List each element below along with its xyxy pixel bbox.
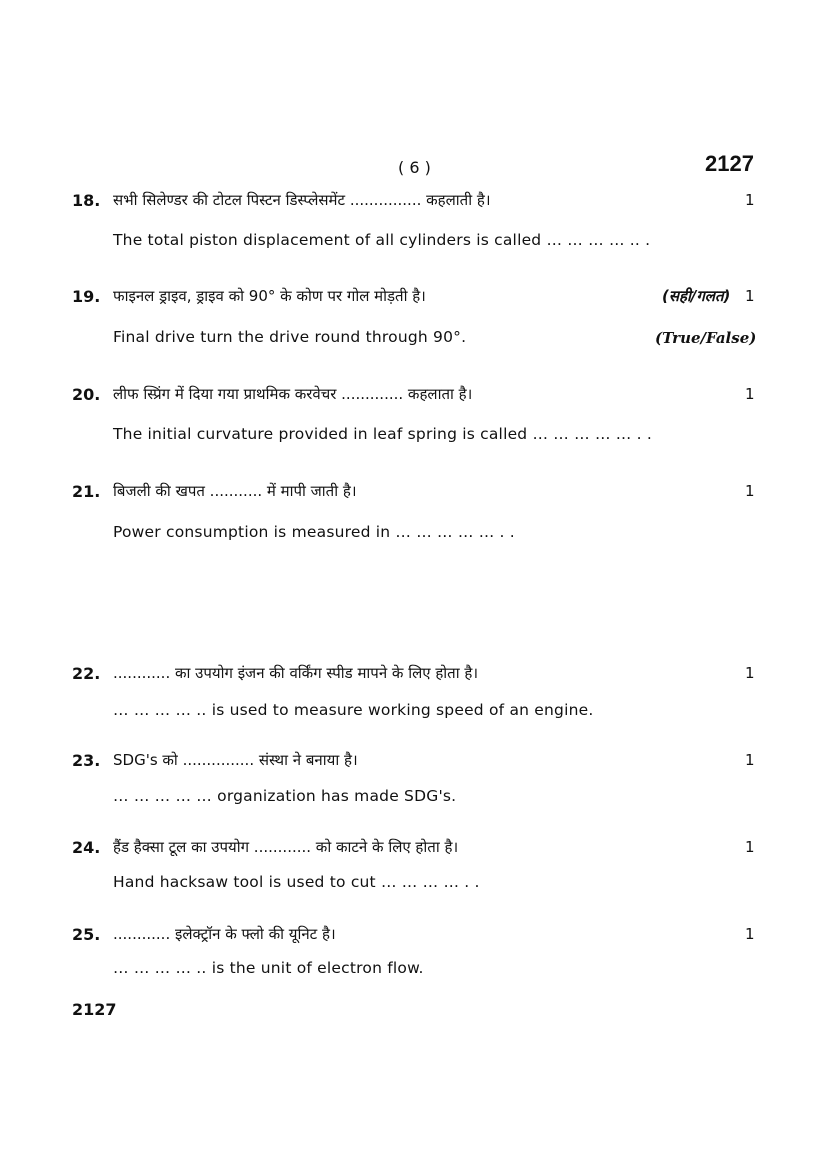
question-23-english: … … … … … organization has made SDG's.	[113, 787, 457, 805]
question-18-marks: 1	[745, 191, 755, 209]
question-25-english: … … … … .. is the unit of electron flow.	[113, 959, 424, 977]
question-25-marks: 1	[745, 925, 755, 943]
question-18-english: The total piston displacement of all cylinders is called … … … … .. .	[113, 231, 651, 249]
paper-code-header: 2127	[705, 151, 754, 176]
question-24-english: Hand hacksaw tool is used to cut … … … … . .	[113, 873, 480, 891]
question-25-hindi: ............ इलेक्ट्रॉन के फ्लो की यूनिट है।	[113, 925, 336, 943]
question-24-marks: 1	[745, 838, 755, 856]
question-number-19: 19.	[72, 287, 101, 306]
question-21-hindi: बिजली की खपत ........... में मापी जाती है।	[113, 482, 357, 500]
question-18-hindi: सभी सिलेण्डर की टोटल पिस्टन डिस्प्लेसमेंट ............... कहलाती है।	[113, 191, 491, 209]
question-22-hindi: ............ का उपयोग इंजन की वर्किंग स्पीड मापने के लिए होता है।	[113, 664, 479, 682]
question-number-22: 22.	[72, 664, 101, 683]
question-20-hindi: लीफ स्प्रिंग में दिया गया प्राथमिक करवेचर ............. कहलाता है।	[113, 385, 473, 403]
question-21-marks: 1	[745, 482, 755, 500]
page-number: ( 6 )	[398, 158, 431, 177]
question-number-23: 23.	[72, 751, 101, 770]
question-20-marks: 1	[745, 385, 755, 403]
question-24-hindi: हैंड हैक्सा टूल का उपयोग ............ को काटने के लिए होता है।	[113, 838, 459, 856]
question-21-english: Power consumption is measured in … … … … … . .	[113, 523, 515, 541]
question-number-18: 18.	[72, 191, 101, 210]
question-23-hindi: SDG's को ............... संस्था ने बनाया है।	[113, 751, 358, 769]
question-23-marks: 1	[745, 751, 755, 769]
question-number-24: 24.	[72, 838, 101, 857]
question-number-25: 25.	[72, 925, 101, 944]
question-22-marks: 1	[745, 664, 755, 682]
question-number-21: 21.	[72, 482, 101, 501]
question-20-english: The initial curvature provided in leaf spring is called … … … … … . .	[113, 425, 652, 443]
question-19-hindi: फाइनल ड्राइव, ड्राइव को 90° के कोण पर गोल मोड़ती है।	[113, 287, 426, 305]
question-19-marks: 1	[745, 287, 755, 305]
question-19-tag-english: (True/False)	[655, 329, 757, 347]
paper-code-footer: 2127	[72, 1000, 117, 1019]
question-22-english: … … … … .. is used to measure working speed of an engine.	[113, 701, 594, 719]
question-19-english: Final drive turn the drive round through 90°.	[113, 328, 467, 346]
question-number-20: 20.	[72, 385, 101, 404]
question-19-tag-hindi: (सही/गलत)	[662, 287, 731, 305]
